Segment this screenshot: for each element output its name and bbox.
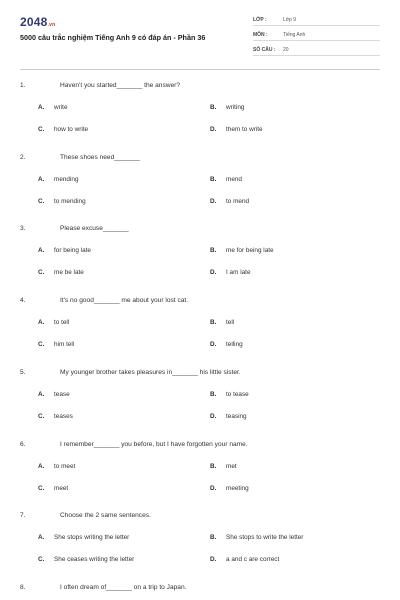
answer-option[interactable] bbox=[210, 319, 234, 326]
answer-option[interactable] bbox=[210, 247, 274, 254]
question-number: 6. bbox=[20, 440, 26, 448]
answer-option[interactable] bbox=[210, 198, 249, 205]
question-text: I remember_______ you before, but I have forgotten your name. bbox=[60, 440, 248, 448]
option-text: to tease bbox=[226, 390, 249, 398]
document-title: 5000 câu trắc nghiệm Tiếng Anh 9 có đáp án - Phần 36 bbox=[20, 33, 206, 42]
option-letter: C. bbox=[38, 412, 45, 420]
question-number: 3. bbox=[20, 225, 26, 233]
option-text: mending bbox=[54, 175, 79, 183]
option-text: to tell bbox=[54, 319, 70, 327]
answer-option[interactable] bbox=[38, 247, 91, 254]
option-letter: C. bbox=[38, 484, 45, 492]
option-text: teasing bbox=[226, 412, 247, 420]
option-text: meeting bbox=[226, 484, 249, 492]
meta-key: LỚP : bbox=[253, 17, 267, 23]
option-letter: B. bbox=[210, 319, 217, 327]
answer-option[interactable] bbox=[210, 176, 242, 183]
option-letter: C. bbox=[38, 269, 45, 277]
answer-option[interactable] bbox=[38, 463, 75, 470]
option-text: for being late bbox=[54, 247, 91, 255]
option-letter: A. bbox=[38, 175, 45, 183]
option-letter: A. bbox=[38, 462, 45, 470]
answer-option[interactable] bbox=[38, 198, 86, 205]
meta-key: MÔN : bbox=[253, 32, 268, 38]
answer-option[interactable] bbox=[38, 104, 68, 111]
answer-option[interactable] bbox=[210, 269, 251, 276]
answer-option[interactable] bbox=[210, 485, 249, 492]
option-letter: B. bbox=[210, 104, 217, 111]
meta-row-subject bbox=[253, 30, 380, 41]
question-number: 5. bbox=[20, 368, 26, 376]
answer-option[interactable] bbox=[210, 341, 243, 348]
meta-value: 20 bbox=[283, 47, 289, 53]
option-text: She stops writing the letter bbox=[54, 534, 130, 542]
option-text: a and c are correct bbox=[226, 556, 280, 564]
answer-option[interactable] bbox=[38, 319, 69, 326]
answer-option[interactable] bbox=[38, 485, 68, 492]
answer-option[interactable] bbox=[38, 391, 70, 398]
option-letter: D. bbox=[210, 126, 217, 133]
answer-option[interactable] bbox=[210, 463, 237, 470]
option-text: meet bbox=[54, 484, 69, 492]
logo-main-text: 2048 bbox=[20, 15, 48, 29]
question-number: 4. bbox=[20, 297, 26, 305]
answer-option[interactable] bbox=[38, 341, 74, 348]
meta-row-count bbox=[253, 45, 380, 56]
option-letter: A. bbox=[38, 247, 45, 255]
option-text: him tell bbox=[54, 341, 75, 349]
answer-option[interactable] bbox=[38, 126, 88, 133]
option-letter: B. bbox=[210, 247, 217, 255]
answer-option[interactable] bbox=[210, 391, 249, 398]
question-number: 2. bbox=[20, 153, 26, 161]
question-text: Haven't you started_______ the answer? bbox=[60, 82, 181, 89]
option-text: She stops to write the letter bbox=[226, 534, 304, 542]
site-logo[interactable] bbox=[20, 15, 55, 29]
option-letter: B. bbox=[210, 462, 217, 470]
question-text: My younger brother takes pleasures in_______ his little sister. bbox=[60, 368, 241, 376]
option-text: tell bbox=[226, 319, 235, 327]
option-text: to mend bbox=[226, 197, 250, 205]
meta-row-class bbox=[253, 15, 380, 26]
answer-option[interactable] bbox=[38, 413, 73, 420]
option-letter: B. bbox=[210, 390, 217, 398]
option-letter: B. bbox=[210, 534, 217, 542]
question-text: These shoes need_______ bbox=[60, 153, 140, 161]
answer-option[interactable] bbox=[210, 534, 303, 541]
question-text: Choose the 2 same sentences. bbox=[60, 512, 151, 520]
option-text: mend bbox=[226, 175, 242, 183]
option-letter: D. bbox=[210, 269, 217, 277]
answer-option[interactable] bbox=[210, 104, 244, 111]
question-text: It's no good_______ me about your lost cat. bbox=[60, 297, 189, 305]
option-text: me for being late bbox=[226, 247, 274, 255]
option-text: them to write bbox=[226, 126, 263, 133]
option-letter: D. bbox=[210, 556, 217, 564]
option-letter: A. bbox=[38, 390, 45, 398]
option-text: She ceases writing the letter bbox=[54, 556, 135, 564]
meta-key: SỐ CÂU : bbox=[253, 47, 276, 53]
option-letter: B. bbox=[210, 175, 217, 183]
answer-option[interactable] bbox=[210, 413, 247, 420]
logo-domain-text: .vn bbox=[47, 22, 56, 28]
option-text: tease bbox=[54, 390, 70, 398]
option-text: me be late bbox=[54, 269, 84, 277]
option-letter: C. bbox=[38, 197, 45, 205]
option-text: teases bbox=[54, 412, 73, 420]
option-text: write bbox=[54, 104, 68, 111]
option-text: how to write bbox=[54, 126, 89, 133]
answer-option[interactable] bbox=[38, 269, 84, 276]
question-text: I often dream of_______ on a trip to Japan. bbox=[60, 583, 187, 591]
option-letter: A. bbox=[38, 104, 45, 111]
option-text: I am late bbox=[226, 269, 251, 277]
option-text: telling bbox=[226, 341, 243, 349]
option-text: writing bbox=[226, 104, 245, 111]
option-letter: C. bbox=[38, 126, 45, 133]
option-letter: A. bbox=[38, 534, 45, 542]
option-letter: C. bbox=[38, 341, 45, 349]
question-number: 8. bbox=[20, 583, 26, 591]
option-text: to meet bbox=[54, 462, 76, 470]
answer-option[interactable] bbox=[210, 126, 263, 133]
option-text: met bbox=[226, 462, 237, 470]
option-letter: D. bbox=[210, 197, 217, 205]
question-number: 1. bbox=[20, 82, 26, 89]
option-letter: C. bbox=[38, 556, 45, 564]
option-letter: D. bbox=[210, 341, 217, 349]
question-number: 7. bbox=[20, 512, 26, 520]
option-letter: A. bbox=[38, 319, 45, 327]
answer-option[interactable] bbox=[210, 556, 279, 563]
answer-option[interactable] bbox=[38, 534, 129, 541]
question-text: Please excuse_______ bbox=[60, 225, 129, 233]
option-text: to mending bbox=[54, 197, 86, 205]
header-divider bbox=[20, 69, 380, 70]
meta-value: Lớp 9 bbox=[283, 17, 297, 23]
option-letter: D. bbox=[210, 484, 217, 492]
answer-option[interactable] bbox=[38, 556, 134, 563]
option-letter: D. bbox=[210, 412, 217, 420]
answer-option[interactable] bbox=[38, 176, 79, 183]
meta-value: Tiếng Anh bbox=[283, 32, 306, 38]
